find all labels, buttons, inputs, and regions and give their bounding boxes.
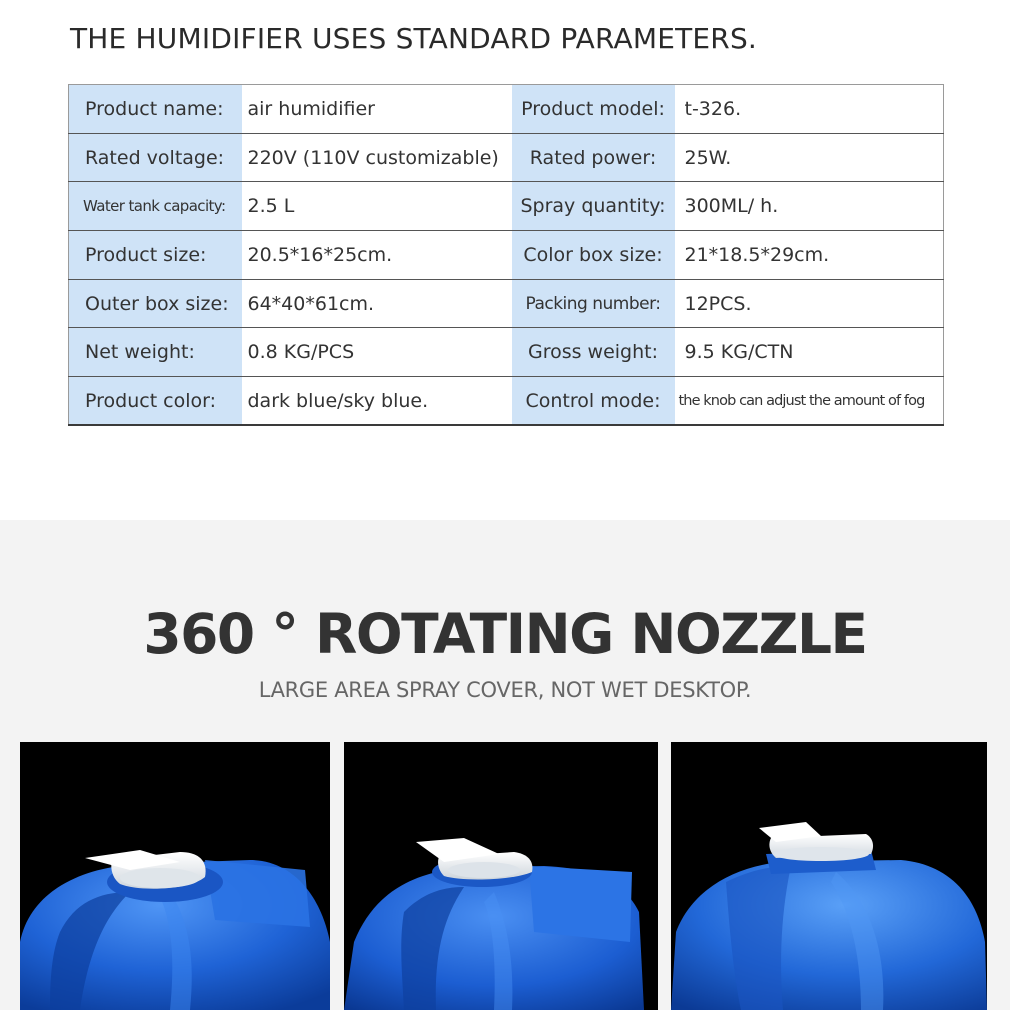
table-row: [69, 377, 944, 426]
param-label: Water tank capacity:: [69, 182, 242, 231]
nozzle-photo-side: [344, 742, 658, 1010]
param-value: 2.5 L: [242, 182, 512, 231]
param-value: 220V (110V customizable): [242, 133, 512, 182]
param-label: Rated power:: [512, 133, 675, 182]
parameters-table: [68, 84, 944, 426]
param-value: 25W.: [675, 133, 944, 182]
table-row: [69, 133, 944, 182]
param-label: Rated voltage:: [69, 133, 242, 182]
param-label: Product model:: [512, 85, 675, 134]
param-label: Product size:: [69, 231, 242, 280]
param-label: Product color:: [69, 377, 242, 426]
nozzle-photo-front: [20, 742, 330, 1010]
param-label: Outer box size:: [69, 279, 242, 328]
param-value: air humidifier: [242, 85, 512, 134]
table-row: [69, 231, 944, 280]
param-value: the knob can adjust the amount of fog: [675, 377, 944, 426]
feature-subline: LARGE AREA SPRAY COVER, NOT WET DESKTOP.: [258, 678, 752, 702]
table-row: [69, 328, 944, 377]
param-value: 300ML/ h.: [675, 182, 944, 231]
param-value: 64*40*61cm.: [242, 279, 512, 328]
param-label: Spray quantity:: [512, 182, 675, 231]
humidifier-image: [344, 742, 658, 1010]
param-label: Packing number:: [512, 279, 675, 328]
param-label: Gross weight:: [512, 328, 675, 377]
param-label: Product name:: [69, 85, 242, 134]
param-label: Color box size:: [512, 231, 675, 280]
param-value: t-326.: [675, 85, 944, 134]
param-label: Control mode:: [512, 377, 675, 426]
humidifier-image: [671, 742, 987, 1010]
param-value: 21*18.5*29cm.: [675, 231, 944, 280]
feature-section: [0, 520, 1010, 1010]
humidifier-image: [20, 742, 330, 1010]
feature-headline: 360 ° ROTATING NOZZLE: [143, 602, 867, 666]
param-value: 0.8 KG/PCS: [242, 328, 512, 377]
page-title: THE HUMIDIFIER USES STANDARD PARAMETERS.: [70, 22, 758, 55]
table-row: [69, 182, 944, 231]
nozzle-photo-back: [671, 742, 987, 1010]
param-value: dark blue/sky blue.: [242, 377, 512, 426]
param-label: Net weight:: [69, 328, 242, 377]
table-row: [69, 85, 944, 134]
param-value: 12PCS.: [675, 279, 944, 328]
param-value: 9.5 KG/CTN: [675, 328, 944, 377]
param-value: 20.5*16*25cm.: [242, 231, 512, 280]
table-row: [69, 279, 944, 328]
